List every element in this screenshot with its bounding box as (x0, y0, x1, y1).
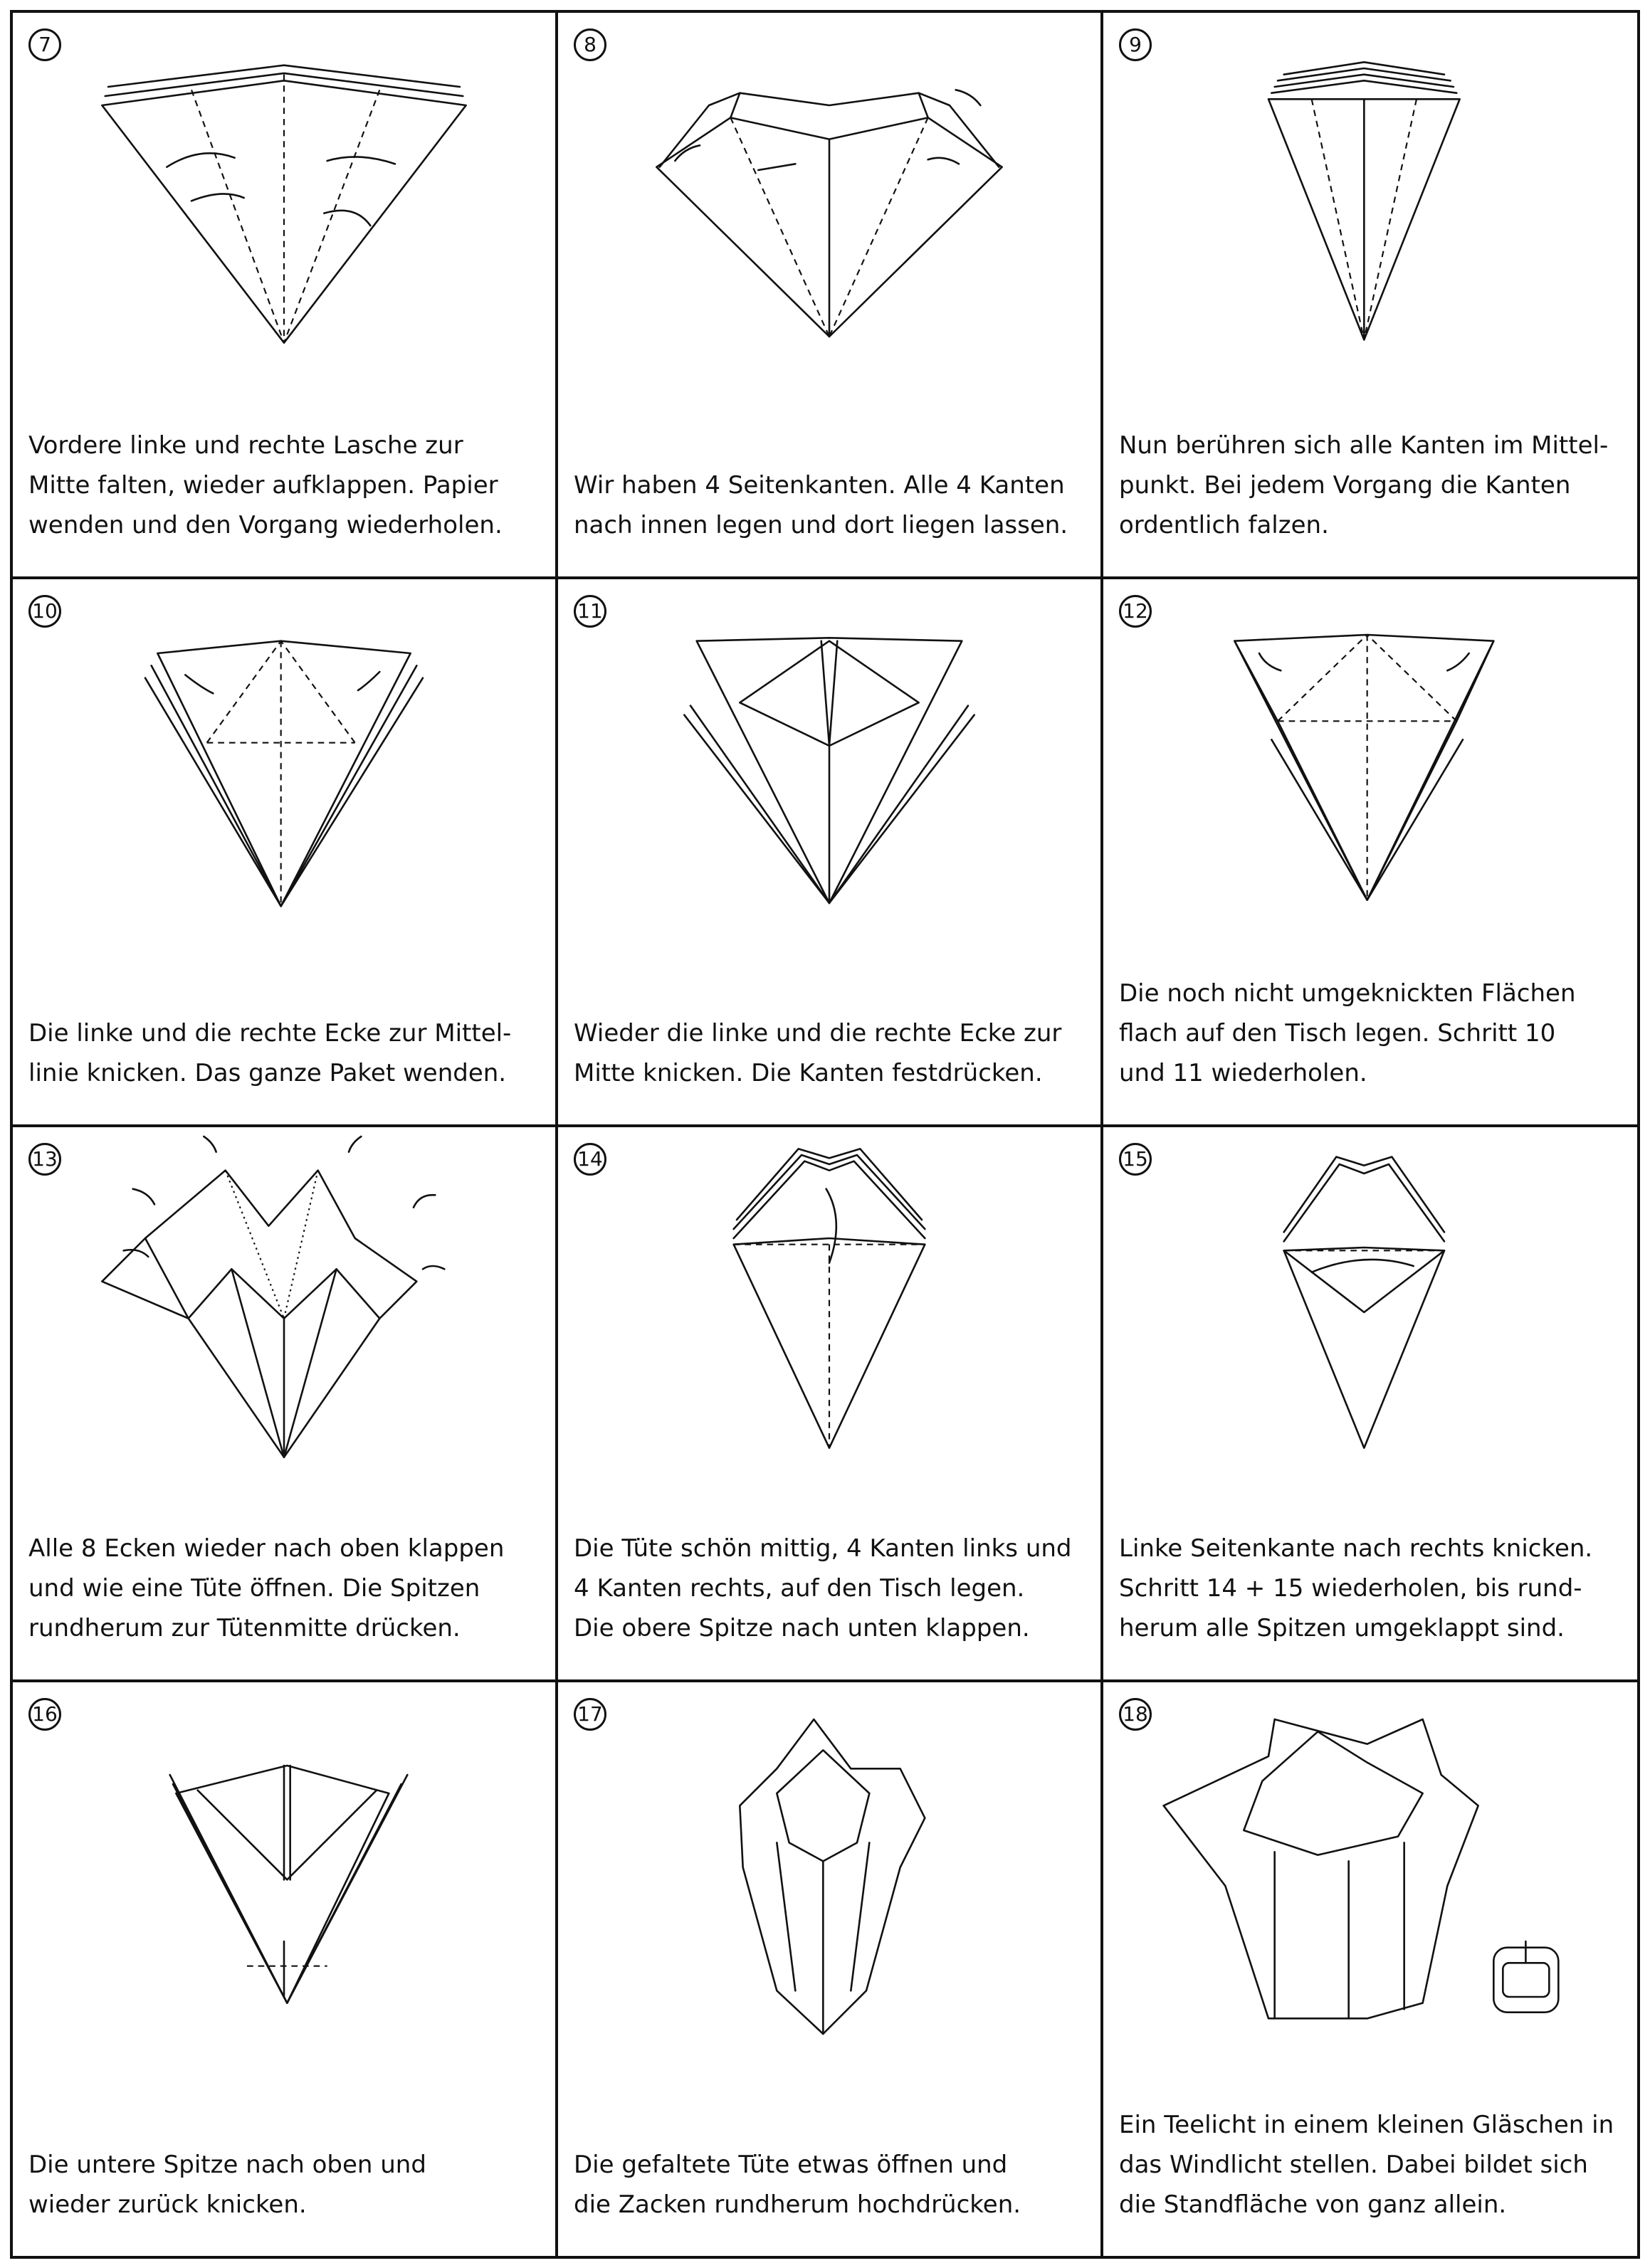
caption-line: Vordere linke und rechte Lasche zur (28, 431, 463, 460)
step-cell (1103, 579, 1640, 1127)
edge-right-figure (1103, 1127, 1637, 1497)
step-caption (1119, 2105, 1627, 2225)
caption-line: 4 Kanten rechts, auf den Tisch legen. (574, 1574, 1025, 1603)
star-lantern-figure (558, 1682, 1100, 2052)
caption-line: ordentlich falzen. (1119, 511, 1329, 539)
step-caption (574, 465, 1091, 545)
step-caption (28, 1529, 545, 1648)
step-caption (574, 1013, 1091, 1093)
caption-line: und 11 wiederholen. (1119, 1059, 1367, 1087)
caption-line: Wieder die linke und die rechte Ecke zur (574, 1019, 1062, 1048)
repeat-fold-figure (1103, 579, 1637, 949)
kite-fold-figure (558, 579, 1100, 949)
caption-line: wenden und den Vorgang wiederholen. (28, 511, 503, 539)
step-cell (10, 1682, 558, 2259)
caption-line: rundherum zur Tütenmitte drücken. (28, 1614, 461, 1642)
step-caption (1119, 974, 1627, 1093)
corner-fold-figure (13, 579, 555, 949)
caption-line: Nun berühren sich alle Kanten im Mittel- (1119, 431, 1609, 460)
step-number-badge: 15 (1119, 1143, 1152, 1176)
open-bag-figure (13, 1127, 555, 1497)
step-caption (574, 1529, 1091, 1648)
step-caption (1119, 1529, 1627, 1648)
caption-line: Ein Teelicht in einem kleinen Gläschen in (1119, 2111, 1614, 2139)
bottom-tip-figure (13, 1682, 555, 2052)
step-number-badge: 17 (574, 1698, 606, 1731)
caption-line: und wie eine Tüte öffnen. Die Spitzen (28, 1574, 480, 1603)
diamond-fold-figure (13, 13, 555, 383)
step-cell (10, 1127, 558, 1682)
step-cell (558, 1127, 1103, 1682)
caption-line: punkt. Bei jedem Vorgang die Kanten (1119, 471, 1571, 500)
tip-down-figure (558, 1127, 1100, 1497)
step-number-badge: 7 (28, 28, 61, 61)
caption-line: Alle 8 Ecken wieder nach oben klappen (28, 1534, 505, 1563)
instruction-grid (10, 10, 1640, 2259)
caption-line: Die noch nicht umgeknickten Flächen (1119, 979, 1576, 1008)
step-caption (28, 426, 545, 545)
caption-line: Linke Seitenkante nach rechts knicken. (1119, 1534, 1593, 1563)
step-number-badge: 11 (574, 595, 606, 628)
step-number-badge: 10 (28, 595, 61, 628)
caption-line: die Standfläche von ganz allein. (1119, 2190, 1507, 2219)
caption-line: Die obere Spitze nach unten klappen. (574, 1614, 1030, 1642)
caption-line: linie knicken. Das ganze Paket wenden. (28, 1059, 507, 1087)
caption-line: das Windlicht stellen. Dabei bildet sich (1119, 2151, 1588, 2179)
caption-line: wieder zurück knicken. (28, 2190, 307, 2219)
tealight-lantern-figure (1103, 1682, 1637, 2052)
step-caption (28, 2145, 545, 2225)
caption-line: Mitte falten, wieder aufklappen. Papier (28, 471, 498, 500)
caption-line: nach innen legen und dort liegen lassen. (574, 511, 1068, 539)
step-number-badge: 9 (1119, 28, 1152, 61)
caption-line: die Zacken rundherum hochdrücken. (574, 2190, 1021, 2219)
caption-line: Die untere Spitze nach oben und (28, 2151, 426, 2179)
step-caption (574, 2145, 1091, 2225)
caption-line: herum alle Spitzen umgeklappt sind. (1119, 1614, 1565, 1642)
step-cell (1103, 1682, 1640, 2259)
step-number-badge: 18 (1119, 1698, 1152, 1731)
step-cell (558, 1682, 1103, 2259)
caption-line: flach auf den Tisch legen. Schritt 10 (1119, 1019, 1556, 1048)
caption-line: Die Tüte schön mittig, 4 Kanten links und (574, 1534, 1072, 1563)
step-number-badge: 14 (574, 1143, 606, 1176)
caption-line: Mitte knicken. Die Kanten festdrücken. (574, 1059, 1043, 1087)
step-number-badge: 16 (28, 1698, 61, 1731)
caption-line: Die linke und die rechte Ecke zur Mittel- (28, 1019, 512, 1048)
step-cell (558, 579, 1103, 1127)
step-caption (28, 1013, 545, 1093)
caption-line: Die gefaltete Tüte etwas öffnen und (574, 2151, 1008, 2179)
step-cell (558, 10, 1103, 579)
step-cell (10, 10, 558, 579)
step-cell (10, 579, 558, 1127)
narrow-cone-figure (1103, 13, 1637, 383)
step-number-badge: 8 (574, 28, 606, 61)
step-cell (1103, 10, 1640, 579)
sides-inward-figure (558, 13, 1100, 383)
step-cell (1103, 1127, 1640, 1682)
step-number-badge: 12 (1119, 595, 1152, 628)
caption-line: Wir haben 4 Seitenkanten. Alle 4 Kanten (574, 471, 1065, 500)
step-number-badge: 13 (28, 1143, 61, 1176)
step-caption (1119, 426, 1627, 545)
caption-line: Schritt 14 + 15 wiederholen, bis rund- (1119, 1574, 1582, 1603)
